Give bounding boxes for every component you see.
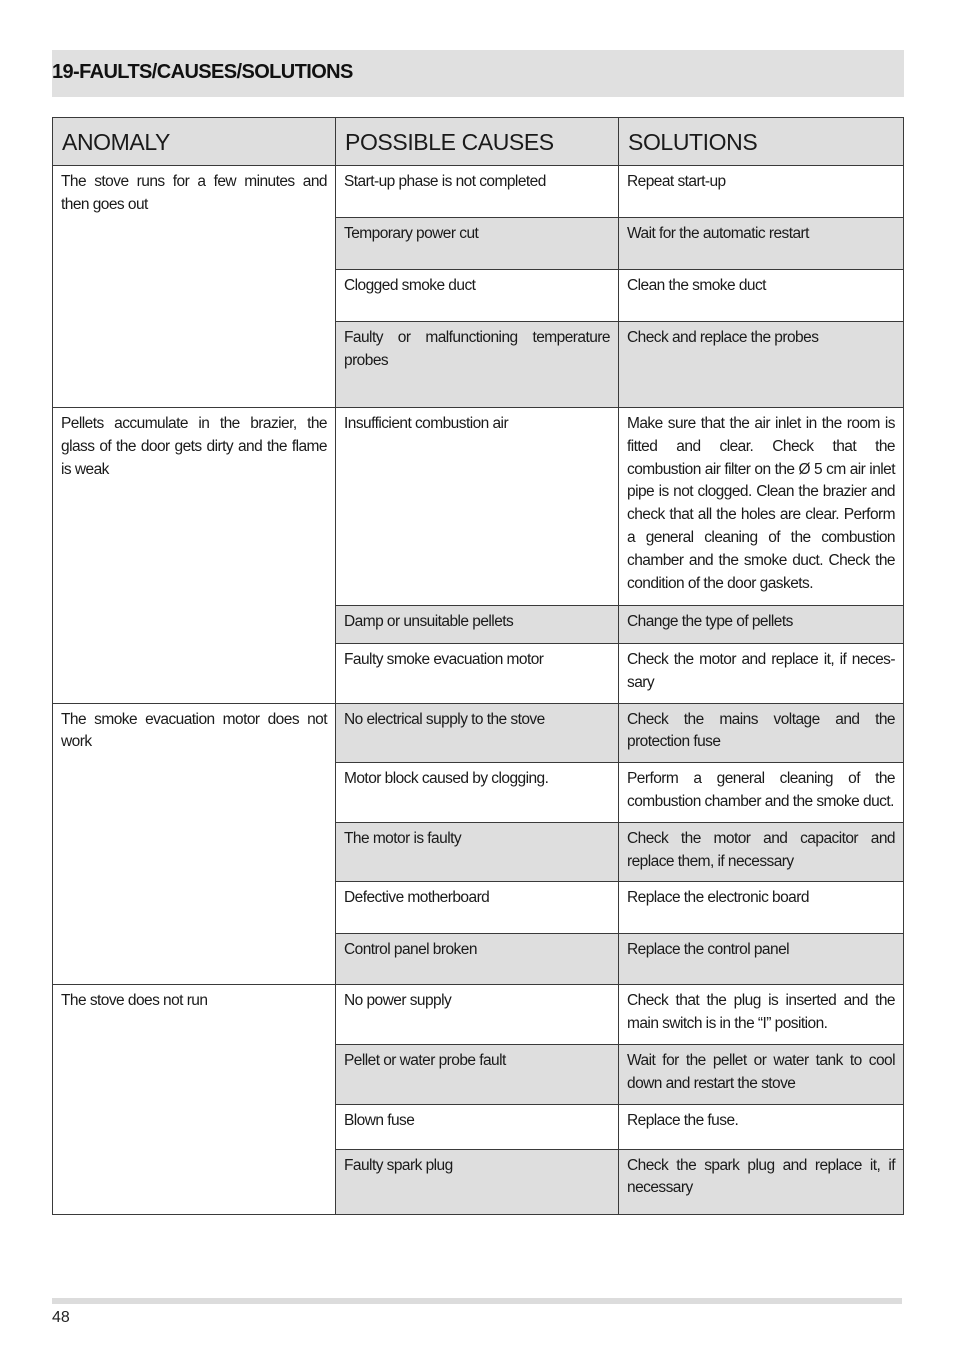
cause-cell: Blown fuse	[336, 1104, 619, 1149]
section-header-bar	[52, 50, 904, 97]
solution-cell: Replace the control panel	[619, 934, 904, 985]
header-solutions: SOLUTIONS	[619, 118, 904, 166]
cause-cell: The motor is faulty	[336, 822, 619, 882]
table-row	[53, 703, 904, 763]
solution-cell: Check that the plug is inserted and the main switch is in the “I” position.	[619, 985, 904, 1045]
cause-cell: Temporary power cut	[336, 218, 619, 270]
anomaly-cell: Pellets accumulate in the brazier, the glass of the door gets dirty and the flame is weak	[53, 408, 336, 704]
table-row	[53, 985, 904, 1045]
solution-cell: Clean the smoke duct	[619, 270, 904, 322]
solution-cell: Replace the electronic board	[619, 882, 904, 934]
cause-cell: No power supply	[336, 985, 619, 1045]
cause-cell: Control panel broken	[336, 934, 619, 985]
cause-cell: Motor block caused by clogging.	[336, 763, 619, 823]
solution-cell: Wait for the automatic restart	[619, 218, 904, 270]
solution-cell: Wait for the pellet or water tank to cool down and restart the stove	[619, 1044, 904, 1104]
table-row	[53, 166, 904, 218]
anomaly-cell: The stove runs for a few minutes and then goes out	[53, 166, 336, 408]
cause-cell: Faulty or malfunctioning temperature probes	[336, 322, 619, 408]
solution-cell: Check the motor and capacitor and replace them, if necessary	[619, 822, 904, 882]
section-title: 19-FAULTS/CAUSES/SOLUTIONS	[52, 61, 353, 83]
table-row	[53, 408, 904, 606]
table-header-row	[53, 118, 904, 166]
cause-cell: Start-up phase is not completed	[336, 166, 619, 218]
anomaly-cell: The smoke evacuation motor does not work	[53, 703, 336, 985]
cause-cell: Faulty smoke evacuation motor	[336, 644, 619, 704]
solution-cell: Replace the fuse.	[619, 1104, 904, 1149]
footer-divider	[52, 1298, 902, 1304]
cause-cell: No electrical supply to the stove	[336, 703, 619, 763]
solution-cell: Change the type of pellets	[619, 606, 904, 644]
solution-cell: Check the motor and replace it, if neces-sary	[619, 644, 904, 704]
solution-cell: Repeat start-up	[619, 166, 904, 218]
solution-cell: Check and replace the probes	[619, 322, 904, 408]
header-anomaly: ANOMALY	[53, 118, 336, 166]
solution-cell: Check the mains voltage and the protection fuse	[619, 703, 904, 763]
cause-cell: Insufficient combustion air	[336, 408, 619, 606]
cause-cell: Clogged smoke duct	[336, 270, 619, 322]
cause-cell: Defective motherboard	[336, 882, 619, 934]
solution-cell: Perform a general cleaning of the combustion chamber and the smoke duct.	[619, 763, 904, 823]
cause-cell: Pellet or water probe fault	[336, 1044, 619, 1104]
solution-cell: Check the spark plug and replace it, if necessary	[619, 1149, 904, 1214]
solution-cell: Make sure that the air inlet in the room is fitted and clear. Check that the combustion air filter on the Ø 5 cm air inlet pipe is not clogged. Clean the brazier and check that all the holes are clear. Perform a general cleaning of the combustion chamber and the smoke duct. Check the condition of the door gaskets.	[619, 408, 904, 606]
anomaly-cell: The stove does not run	[53, 985, 336, 1214]
cause-cell: Damp or unsuitable pellets	[336, 606, 619, 644]
faults-table	[52, 117, 904, 1215]
page-number: 48	[52, 1309, 70, 1326]
cause-cell: Faulty spark plug	[336, 1149, 619, 1214]
header-possible-causes: POSSIBLE CAUSES	[336, 118, 619, 166]
